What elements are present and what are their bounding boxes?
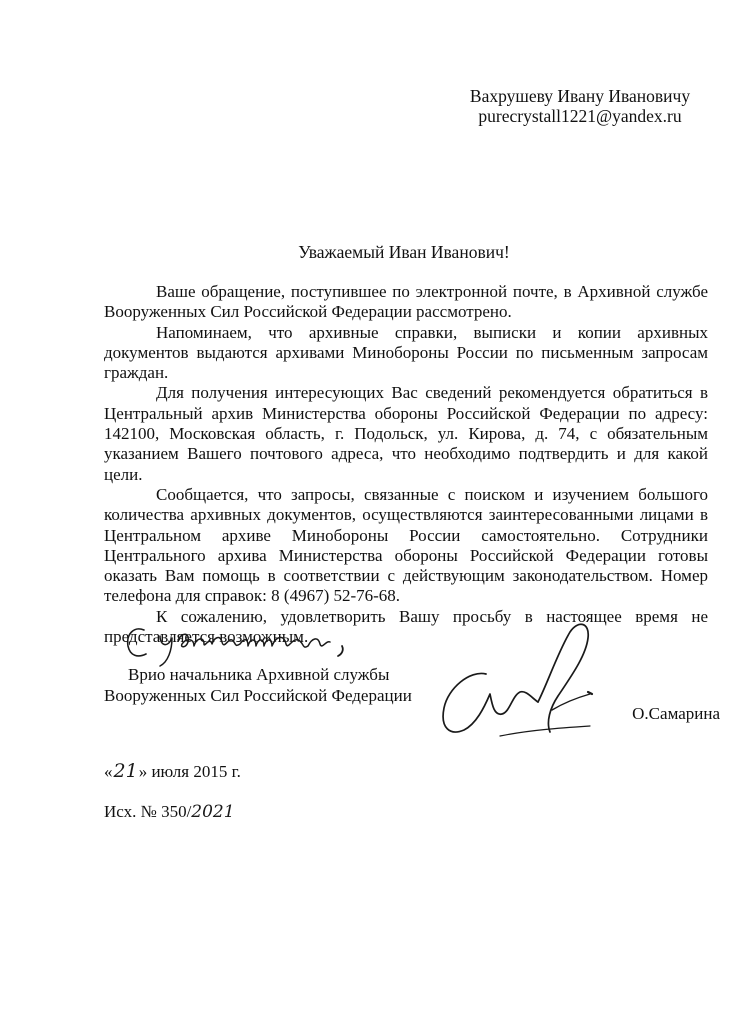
date-open-quote: « (104, 762, 113, 781)
signer-title-line-1: Врио начальника Архивной службы (128, 665, 390, 684)
signer-name: О.Самарина (632, 704, 720, 723)
outgoing-label: Исх. № 350/ (104, 802, 192, 821)
date-line (104, 760, 241, 782)
handwritten-salutation (120, 620, 360, 668)
date-day-handwritten: 21 (113, 760, 138, 782)
outgoing-number (104, 802, 235, 822)
signer-title-line-2: Вооруженных Сил Российской Федерации (104, 686, 412, 705)
signature (440, 612, 610, 752)
paragraph-3: Для получения интересующих Вас сведений рекомендуется обратиться в Центральный архив Министерства обороны Российской Федерации по адресу: 142100, Московская область, г. Подольск, ул. Кирова, д. 74, с обязательным указанием Вашего почтового адреса, что необходимо подтвердить и для какой цели. (104, 383, 708, 484)
paragraph-1: Ваше обращение, поступившее по электронной почте, в Архивной службе Вооруженных Сил Российской Федерации рассмотрено. (104, 282, 708, 322)
addressee-email: purecrystall1221@yandex.ru (478, 106, 682, 126)
paragraph-5: К сожалению, удовлетворить Вашу просьбу в настоящее время не представляется возможным. (104, 606, 708, 647)
date-close-quote: » (138, 762, 148, 781)
letter-body (104, 282, 708, 647)
greeting: Уважаемый Иван Иванович! (298, 242, 510, 262)
addressee-name: Вахрушеву Ивану Ивановичу (469, 86, 691, 106)
paragraph-4: Сообщается, что запросы, связанные с поиском и изучением большого количества архивных документов, осуществляются заинтересованными лицами в Центральном архиве Минобороны России самостоятельно. Сотрудники Центрального архива Министерства обороны Российской Федерации готовы оказать Вам помощь в соответствии с действующим законодательством. Номер телефона для справок: 8 (4967) 52-76-68. (104, 484, 708, 606)
signer-title (104, 664, 412, 706)
date-month-year: июля 2015 г. (147, 762, 241, 781)
outgoing-number-handwritten: 2021 (191, 802, 235, 822)
paragraph-2: Напоминаем, что архивные справки, выписки и копии архивных документов выдаются архивами Минобороны России по письменным запросам граждан. (104, 322, 708, 383)
addressee-block (440, 86, 720, 126)
